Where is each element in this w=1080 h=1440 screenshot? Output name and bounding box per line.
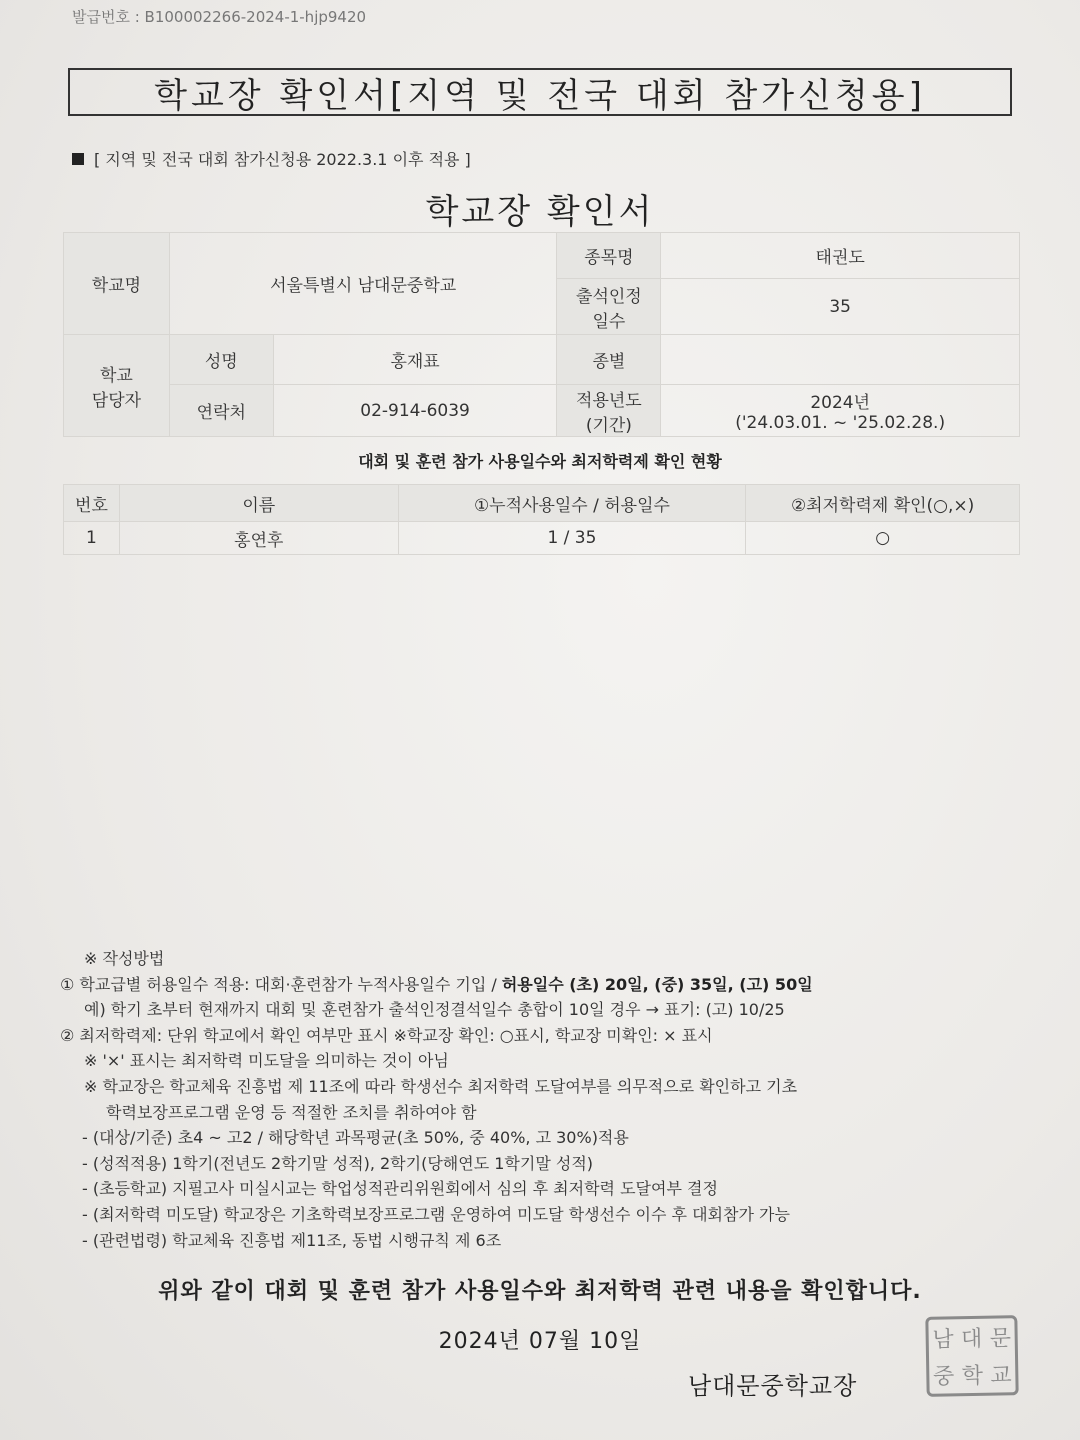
issue-date: 2024년 07월 10일 [438, 1329, 642, 1354]
note-detail-4: - (최저학력 미도달) 학교장은 기초학력보장프로그램 운영하여 미도달 학생선수 이수 후 대회참가 가능 [82, 1204, 790, 1224]
confirmation-statement: 위와 같이 대회 및 훈련 참가 사용일수와 최저학력 관련 내용을 확인합니다. [158, 1279, 922, 1304]
applies-note-text: [ 지역 및 전국 대회 참가신청용 2022.3.1 이후 적용 ] [94, 150, 471, 169]
square-bullet-icon [72, 153, 84, 165]
row-min-academic: ○ [746, 522, 1020, 555]
manager-name-value: 홍재표 [273, 335, 557, 385]
year-label-line2: (기간) [585, 415, 632, 436]
seal-char: 교 [990, 1363, 1012, 1389]
row-days: 1 / 35 [398, 522, 746, 555]
notes-heading: ※ 작성방법 [84, 949, 165, 968]
attendance-label-line2: 일수 [592, 311, 626, 332]
contact-value: 02-914-6039 [273, 385, 557, 437]
note-2-sub2b: 학력보장프로그램 운영 등 적절한 조치를 취하여야 함 [106, 1102, 477, 1122]
seal-char: 문 [989, 1326, 1012, 1352]
attendance-label-line1: 출석인정 [576, 286, 642, 307]
category-label: 종별 [557, 335, 661, 385]
row-number: 1 [64, 522, 120, 555]
year-value [661, 385, 1020, 437]
manager-label [64, 335, 170, 437]
header-days: ①누적사용일수 / 허용일수 [398, 485, 746, 522]
note-detail-2: - (성적적용) 1학기(전년도 2학기말 성적), 2학기(당해연도 1학기말 성적) [82, 1153, 594, 1173]
seal-char: 남 [932, 1327, 954, 1353]
seal-char: 학 [961, 1363, 984, 1390]
sport-value: 태권도 [661, 233, 1020, 279]
seal-char: 중 [932, 1364, 955, 1390]
note-1-allowed-days: 허용일수 (초) 20일, (중) 35일, (고) 50일 [501, 974, 813, 994]
info-table [63, 232, 1020, 437]
note-detail-1: - (대상/기준) 초4 ~ 고2 / 해당학년 과목평균(초 50%, 중 40%, 고 30%)적용 [82, 1128, 629, 1148]
applies-note [72, 147, 471, 170]
row-name: 홍연후 [119, 522, 398, 555]
note-1-example: 예) 학기 초부터 현재까지 대회 및 훈련참가 출석인정결석일수 총합이 10일 경우 → 표기: (고) 10/25 [84, 1000, 785, 1020]
usage-table [63, 484, 1020, 555]
usage-header-row [64, 485, 1020, 522]
manager-label-line2: 담당자 [91, 390, 142, 411]
header-name: 이름 [119, 485, 398, 522]
note-detail-3: - (초등학교) 지필고사 미실시교는 학업성적관리위원회에서 심의 후 최저학력 도달여부 결정 [82, 1179, 718, 1199]
note-2-sub2a: ※ 학교장은 학교체육 진흥법 제 11조에 따라 학생선수 최저학력 도달여부를 의무적으로 확인하고 기초 [84, 1076, 798, 1096]
note-2-sub1: ※ '×' 표시는 최저학력 미도달을 의미하는 것이 아님 [84, 1051, 449, 1071]
name-label: 성명 [169, 335, 273, 385]
school-name-value: 서울특별시 남대문중학교 [169, 233, 557, 335]
document-title: 학교장 확인서 [425, 192, 655, 232]
contact-label: 연락처 [169, 385, 273, 437]
issue-number: 발급번호 : B100002266-2024-1-hjp9420 [72, 8, 367, 26]
category-value [661, 335, 1020, 385]
note-1-text: ① 학교급별 허용일수 적용: 대회·훈련참가 누적사용일수 기입 / [60, 974, 502, 994]
sport-label: 종목명 [557, 233, 661, 279]
manager-label-line1: 학교 [100, 365, 133, 386]
header-min-academic: ②최저학력제 확인(○,×) [746, 485, 1020, 522]
header-number: 번호 [64, 485, 120, 522]
seal-char: 대 [960, 1326, 983, 1353]
main-title: 학교장 확인서[지역 및 전국 대회 참가신청용] [68, 68, 1012, 116]
usage-section-title: 대회 및 훈련 참가 사용일수와 최저학력제 확인 현황 [358, 452, 722, 471]
note-1 [60, 972, 960, 998]
school-seal-stamp [925, 1315, 1018, 1397]
year-text: 2024년 [810, 393, 870, 413]
note-2: ② 최저학력제: 단위 학교에서 확인 여부만 표시 ※학교장 확인: ○표시, 학교장 미확인: × 표시 [60, 1025, 713, 1045]
table-row [64, 522, 1020, 555]
note-detail-5: - (관련법령) 학교체육 진흥법 제11조, 동법 시행규칙 제 6조 [82, 1230, 502, 1250]
principal-title: 남대문중학교장 [688, 1372, 858, 1400]
writing-notes [60, 946, 960, 1253]
year-label-line1: 적용년도 [576, 390, 642, 411]
period-text: ('24.03.01. ~ '25.02.28.) [735, 413, 946, 433]
attendance-days-value: 35 [661, 279, 1020, 335]
school-name-label: 학교명 [64, 233, 170, 335]
year-label [557, 385, 661, 437]
attendance-label [557, 279, 661, 335]
